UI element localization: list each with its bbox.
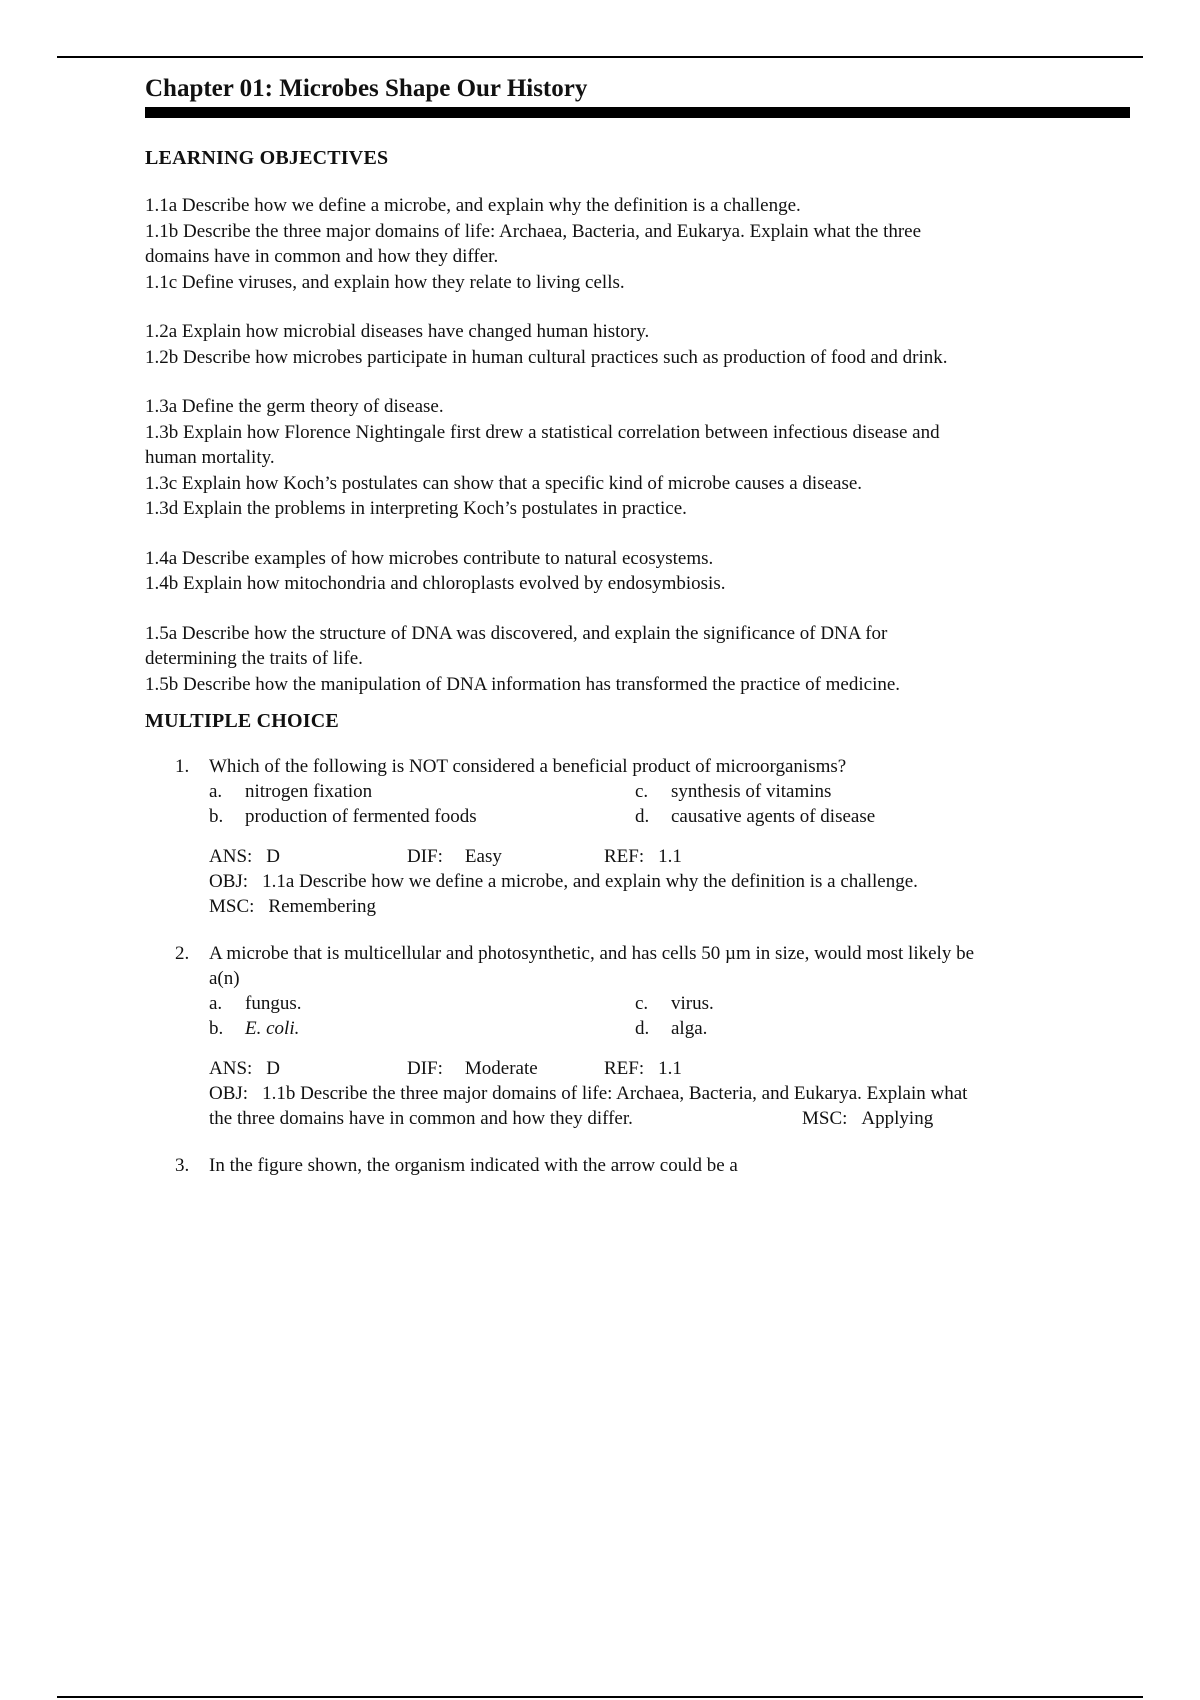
choice-letter: c. <box>635 993 649 1014</box>
multiple-choice-heading: MULTIPLE CHOICE <box>145 710 339 732</box>
objective-reference-continued <box>209 1106 1130 1131</box>
choice-d <box>635 1016 1035 1041</box>
choice-text: nitrogen fixation <box>245 781 373 802</box>
objective-line: 1.1a Describe how we define a microbe, and explain why the definition is a challenge. <box>145 195 801 216</box>
objective-line: 1.3a Define the germ theory of disease. <box>145 396 444 417</box>
choice-c <box>635 779 1035 804</box>
objective-group-1-1 <box>145 193 1130 295</box>
question-text: In the figure shown, the organism indicated with the arrow could be a <box>209 1155 738 1176</box>
question-number: 3. <box>175 1155 190 1176</box>
choice-text: production of fermented foods <box>245 806 477 827</box>
objective-group-1-2 <box>145 319 1130 370</box>
objective-line: 1.3b Explain how Florence Nightingale first drew a statistical correlation between infectious disease and <box>145 421 940 443</box>
choice-c <box>635 991 1035 1016</box>
obj-value: 1.1a Describe how we define a microbe, and explain why the definition is a challenge. <box>262 871 918 892</box>
choice-text: causative agents of disease <box>671 806 876 827</box>
dif-label: DIF: <box>407 1058 443 1079</box>
dif-value: Easy <box>464 846 502 867</box>
objective-line: 1.3d Explain the problems in interpreting Koch’s postulates in practice. <box>145 498 687 519</box>
msc-value: Remembering <box>268 896 377 917</box>
ref-value: 1.1 <box>658 846 682 867</box>
answer-choices <box>209 991 1130 1041</box>
choice-a <box>209 991 635 1016</box>
answer-metadata <box>209 1056 1130 1131</box>
objective-line: determining the traits of life. <box>145 648 363 669</box>
choice-letter: a. <box>209 781 223 802</box>
choice-letter: a. <box>209 993 223 1014</box>
skill-category <box>802 1106 933 1131</box>
choice-text: fungus. <box>245 993 302 1014</box>
objective-line: 1.4a Describe examples of how microbes contribute to natural ecosystems. <box>145 547 714 569</box>
choice-letter: d. <box>635 1018 650 1039</box>
ref-value: 1.1 <box>658 1058 682 1079</box>
objective-line: 1.3c Explain how Koch’s postulates can show that a specific kind of microbe causes a disease. <box>145 472 863 494</box>
choice-d <box>635 804 1035 829</box>
chapter-title: Chapter 01: Microbes Shape Our History <box>145 75 588 102</box>
obj-label: OBJ: <box>209 1083 249 1104</box>
question-2 <box>145 941 1130 1131</box>
learning-objectives-list <box>145 193 1130 697</box>
choice-letter: b. <box>209 1018 224 1039</box>
difficulty <box>407 1056 604 1081</box>
learning-objectives-heading: LEARNING OBJECTIVES <box>145 147 389 169</box>
choice-b <box>209 1016 635 1041</box>
skill-category <box>209 894 1130 919</box>
obj-value: 1.1b Describe the three major domains of life: Archaea, Bacteria, and Eukarya. Explain what <box>262 1083 968 1104</box>
answer-key <box>209 1056 407 1081</box>
objective-reference <box>209 869 1130 894</box>
question-text-continued: a(n) <box>209 968 240 989</box>
choice-a <box>209 779 635 804</box>
difficulty <box>407 844 604 869</box>
msc-label: MSC: <box>209 896 255 917</box>
objective-line: domains have in common and how they differ. <box>145 246 499 267</box>
objective-group-1-3 <box>145 394 1130 522</box>
obj-label: OBJ: <box>209 871 249 892</box>
answer-metadata <box>209 844 1130 919</box>
top-rule <box>57 56 1143 58</box>
objective-reference <box>209 1081 1130 1106</box>
choice-text: E. coli. <box>245 1018 300 1039</box>
objective-line: 1.5b Describe how the manipulation of DNA information has transformed the practice of medicine. <box>145 673 901 695</box>
question-text: Which of the following is NOT considered a beneficial product of microorganisms? <box>209 756 847 777</box>
ans-label: ANS: <box>209 846 253 867</box>
ans-value: D <box>266 1058 281 1079</box>
obj-value-continued: the three domains have in common and how they differ. <box>209 1108 633 1129</box>
ref-label: REF: <box>604 846 645 867</box>
choice-text: virus. <box>671 993 714 1014</box>
choice-b <box>209 804 635 829</box>
dif-value: Moderate <box>464 1058 538 1079</box>
reference <box>604 1056 682 1081</box>
meta-row-ans-dif-ref <box>209 1056 1130 1081</box>
ref-label: REF: <box>604 1058 645 1079</box>
meta-row-ans-dif-ref <box>209 844 1130 869</box>
objective-line: 1.1b Describe the three major domains of life: Archaea, Bacteria, and Eukarya. Explain what the three <box>145 220 922 242</box>
answer-choices <box>209 779 1130 829</box>
title-underline-bar <box>145 107 1130 118</box>
document-page <box>145 72 1130 1200</box>
msc-value: Applying <box>861 1108 934 1129</box>
dif-label: DIF: <box>407 846 443 867</box>
objective-line: 1.2a Explain how microbial diseases have changed human history. <box>145 321 650 342</box>
objective-line: human mortality. <box>145 447 275 468</box>
question-text: A microbe that is multicellular and photosynthetic, and has cells 50 µm in size, would most likely be <box>209 943 975 964</box>
choice-letter: b. <box>209 806 224 827</box>
question-1 <box>145 754 1130 919</box>
objective-group-1-5 <box>145 621 1130 698</box>
bottom-rule <box>57 1696 1143 1698</box>
objective-group-1-4 <box>145 546 1130 597</box>
choice-text: alga. <box>671 1018 708 1039</box>
question-number: 2. <box>175 943 190 964</box>
reference <box>604 844 682 869</box>
ans-value: D <box>266 846 281 867</box>
answer-key <box>209 844 407 869</box>
msc-label: MSC: <box>802 1108 848 1129</box>
question-list <box>145 754 1130 1178</box>
objective-line: 1.5a Describe how the structure of DNA was discovered, and explain the significance of DNA for <box>145 622 888 644</box>
objective-line: 1.1c Define viruses, and explain how they relate to living cells. <box>145 271 625 293</box>
choice-letter: c. <box>635 781 649 802</box>
objective-line: 1.4b Explain how mitochondria and chloroplasts evolved by endosymbiosis. <box>145 573 726 594</box>
question-number: 1. <box>175 756 190 777</box>
objective-line: 1.2b Describe how microbes participate in human cultural practices such as production of food and drink. <box>145 346 948 368</box>
choice-letter: d. <box>635 806 650 827</box>
choice-text: synthesis of vitamins <box>671 781 832 802</box>
question-3 <box>145 1153 1130 1178</box>
ans-label: ANS: <box>209 1058 253 1079</box>
